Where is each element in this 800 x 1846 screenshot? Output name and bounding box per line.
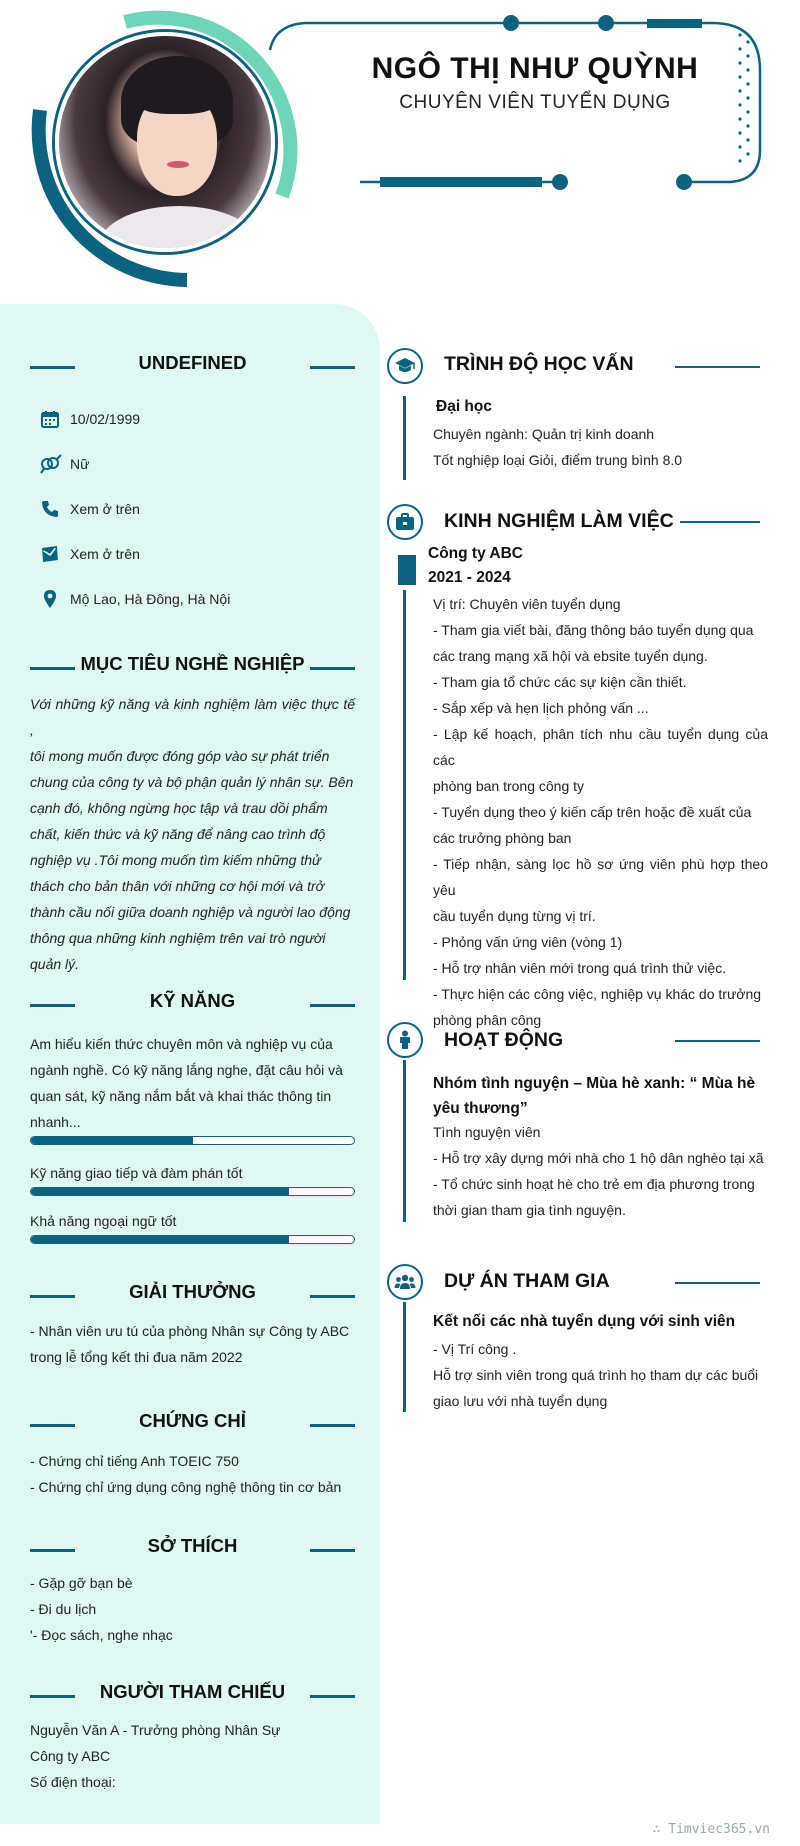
education-details <box>433 421 768 473</box>
calendar-icon <box>38 407 62 431</box>
skill-2-bar-fill <box>31 1188 289 1195</box>
bottom-dot <box>552 174 568 190</box>
certificate-line: - Chứng chỉ ứng dụng công nghệ thông tin cơ bản <box>30 1479 342 1495</box>
birthdate-text: 10/02/1999 <box>70 411 141 427</box>
activities-title: HOẠT ĐỘNG <box>444 1029 564 1051</box>
skill-2-text: Kỹ năng giao tiếp và đàm phán tốt <box>30 1165 243 1181</box>
hobbies-section-heading <box>30 1535 355 1565</box>
skill-2-bar <box>30 1187 355 1196</box>
reference-line: Công ty ABC <box>30 1748 111 1764</box>
education-title: TRÌNH ĐỘ HỌC VẤN <box>444 353 634 375</box>
top-bar <box>647 19 702 28</box>
activities-timeline <box>403 1060 406 1222</box>
skill-line: nhanh... <box>30 1114 81 1130</box>
skill-line: quan sát, kỹ năng nắm bắt và khai thác thông tin <box>30 1088 332 1104</box>
address-text: Mộ Lao, Hà Đông, Hà Nội <box>70 591 231 607</box>
email-text: Xem ở trên <box>70 546 140 562</box>
experience-line: - Lập kế hoạch, phân tích nhu cầu tuyển dụng của các <box>433 726 768 768</box>
hobby-line: - Gặp gỡ bạn bè <box>30 1575 133 1591</box>
job-title: CHUYÊN VIÊN TUYỂN DỤNG <box>399 92 671 113</box>
info-phone <box>38 496 140 522</box>
location-icon <box>38 587 62 611</box>
experience-line: các trang mạng xã hội và ebsite tuyển dụng. <box>433 648 708 664</box>
briefcase-icon <box>387 504 423 540</box>
group-icon <box>387 1264 423 1300</box>
skill-line: Am hiểu kiến thức chuyên môn và nghiệp vụ của <box>30 1036 333 1052</box>
candidate-name: NGÔ THỊ NHƯ QUỲNH <box>371 52 699 85</box>
skill-1-text <box>30 1031 355 1135</box>
project-line: giao lưu với nhà tuyển dụng <box>433 1393 608 1409</box>
education-school: Đại học <box>436 398 492 415</box>
gender-text: Nữ <box>70 456 90 472</box>
info-birthdate <box>38 406 140 432</box>
activities-line: Tình nguyện viên <box>433 1124 541 1140</box>
objective-line: chất, kiến thức và kỹ năng để nâng cao trình độ <box>30 826 326 842</box>
info-gender <box>38 451 89 477</box>
hobby-line: - Đi du lịch <box>30 1601 97 1617</box>
experience-timeline <box>403 590 406 980</box>
references-title: NGƯỜI THAM CHIẾU <box>99 1681 286 1702</box>
person-icon <box>387 1022 423 1058</box>
experience-line: Vị trí: Chuyên viên tuyển dụng <box>433 596 621 612</box>
award-line: - Nhân viên ưu tú của phòng Nhân sự Công ty ABC <box>30 1323 350 1339</box>
activities-line: - Hỗ trợ xây dựng mới nhà cho 1 hộ dân nghèo tại xã <box>433 1150 764 1166</box>
projects-timeline <box>403 1302 406 1412</box>
project-details <box>433 1336 768 1414</box>
projects-title: DỰ ÁN THAM GIA <box>444 1270 610 1292</box>
personal-section-heading <box>30 352 355 382</box>
education-line: Chuyên ngành: Quản trị kinh doanh <box>433 426 655 442</box>
project-line: Hỗ trợ sinh viên trong quá trình họ tham dự các buổi <box>433 1367 759 1383</box>
skill-1-bar-fill <box>31 1137 193 1144</box>
experience-line: - Tham gia tổ chức các sự kiện cần thiết. <box>433 674 687 690</box>
skill-1-bar <box>30 1136 355 1145</box>
certificate-line: - Chứng chỉ tiếng Anh TOEIC 750 <box>30 1453 239 1469</box>
watermark: ∴ Timviec365.vn <box>652 1822 770 1837</box>
project-name: Kết nối các nhà tuyển dụng với sinh viên <box>433 1313 736 1330</box>
experience-company: Công ty ABC <box>428 545 523 562</box>
skills-section-heading <box>30 990 355 1020</box>
experience-title: KINH NGHIỆM LÀM VIỆC <box>444 510 674 532</box>
experience-title-line <box>680 521 760 523</box>
info-address <box>38 586 230 612</box>
skills-title: KỸ NĂNG <box>149 990 236 1011</box>
education-line: Tốt nghiệp loại Giỏi, điểm trung bình 8.0 <box>433 452 683 468</box>
certificates-title: CHỨNG CHỈ <box>139 1410 246 1431</box>
gender-icon <box>38 452 62 476</box>
activities-line: thời gian tham gia tình nguyện. <box>433 1202 626 1218</box>
experience-line: cầu tuyển dụng từng vị trí. <box>433 908 596 924</box>
hobbies-title: SỞ THÍCH <box>147 1535 238 1556</box>
cv-header <box>0 0 800 300</box>
awards-section-heading <box>30 1281 355 1311</box>
certificates-section-heading <box>30 1410 355 1440</box>
dot-pattern <box>738 33 749 162</box>
avatar <box>55 32 275 252</box>
objective-title: MỤC TIÊU NGHỀ NGHIỆP <box>80 653 305 674</box>
phone-text: Xem ở trên <box>70 501 140 517</box>
objective-text <box>30 691 355 977</box>
references-text <box>30 1717 360 1795</box>
hobby-line: '- Đọc sách, nghe nhạc <box>30 1627 173 1643</box>
objective-line: thông qua những kinh nghiệm trên vai trò người <box>30 930 326 946</box>
activities-details <box>433 1119 768 1223</box>
bottom-bar <box>380 177 542 187</box>
right-dot <box>676 174 692 190</box>
experience-marker <box>398 555 416 585</box>
experience-line: phòng ban trong công ty <box>433 778 585 794</box>
experience-line: các trưởng phòng ban <box>433 830 572 846</box>
experience-details <box>433 591 768 1033</box>
skill-3-text: Khả năng ngoại ngữ tốt <box>30 1213 177 1229</box>
activities-org-line: yêu thương” <box>433 1100 528 1117</box>
experience-line: - Tuyển dụng theo ý kiến cấp trên hoặc đề xuất của <box>433 804 752 820</box>
experience-line: - Hỗ trợ nhân viên mới trong quá trình thử việc. <box>433 960 727 976</box>
experience-line: - Phỏng vấn ứng viên (vòng 1) <box>433 934 623 950</box>
objective-section-heading <box>30 653 355 683</box>
experience-line: phòng phân công <box>433 1012 542 1028</box>
experience-line: - Sắp xếp và hẹn lịch phỏng vấn ... <box>433 700 649 716</box>
award-line: trong lễ tổng kết thi đua năm 2022 <box>30 1349 243 1365</box>
experience-line: - Thực hiện các công việc, nghiệp vụ khác do trưởng <box>433 986 762 1002</box>
avatar-photo <box>59 36 271 248</box>
objective-line: thách cho bản thân với những cơ hội mới và trở <box>30 878 325 894</box>
email-icon <box>38 542 62 566</box>
projects-title-line <box>675 1282 760 1284</box>
objective-line: quản lý. <box>30 956 80 972</box>
objective-line: cạnh đó, không ngừng học tập và trau dồi phẩm <box>30 800 328 816</box>
skill-3-bar <box>30 1235 355 1244</box>
top-dot-2 <box>598 15 614 31</box>
objective-line: chung của công ty và bộ phận quản lý nhân sự. Bên <box>30 774 354 790</box>
graduation-cap-icon <box>387 348 423 384</box>
project-line: - Vị Trí công . <box>433 1341 517 1357</box>
activities-org-line: Nhóm tình nguyện – Mùa hè xanh: “ Mùa hè <box>433 1075 756 1092</box>
top-dot-1 <box>503 15 519 31</box>
objective-line: Với những kỹ năng và kinh nghiệm làm việc thực tế , <box>30 696 355 738</box>
objective-line: nghiệp vụ .Tôi mong muốn tìm kiếm những thử <box>30 852 321 868</box>
activities-organization <box>433 1071 768 1121</box>
phone-icon <box>38 497 62 521</box>
education-title-line <box>675 366 760 368</box>
awards-text <box>30 1318 355 1370</box>
awards-title: GIẢI THƯỞNG <box>129 1281 256 1302</box>
hobbies-text <box>30 1570 360 1648</box>
reference-line: Số điện thoại: <box>30 1774 116 1790</box>
skill-3-bar-fill <box>31 1236 289 1243</box>
experience-line: - Tiếp nhận, sàng lọc hồ sơ ứng viên phù hợp theo yêu <box>433 856 768 898</box>
personal-title: UNDEFINED <box>138 352 247 373</box>
reference-line: Nguyễn Văn A - Trưởng phòng Nhân Sự <box>30 1722 281 1738</box>
objective-line: tôi mong muốn được đóng góp vào sự phát triển <box>30 748 330 764</box>
activities-line: - Tổ chức sinh hoạt hè cho trẻ em địa phương trong <box>433 1176 755 1192</box>
experience-line: - Tham gia viết bài, đăng thông báo tuyển dụng qua <box>433 622 754 638</box>
info-email <box>38 541 140 567</box>
objective-line: thành cầu nối giữa doanh nghiệp và người lao động <box>30 904 351 920</box>
skill-line: ngành nghề. Có kỹ năng lắng nghe, đặt câu hỏi và <box>30 1062 343 1078</box>
certificates-text <box>30 1448 360 1500</box>
activities-title-line <box>675 1040 760 1042</box>
education-timeline <box>403 396 406 480</box>
experience-period: 2021 - 2024 <box>428 569 511 586</box>
references-section-heading <box>30 1681 355 1711</box>
